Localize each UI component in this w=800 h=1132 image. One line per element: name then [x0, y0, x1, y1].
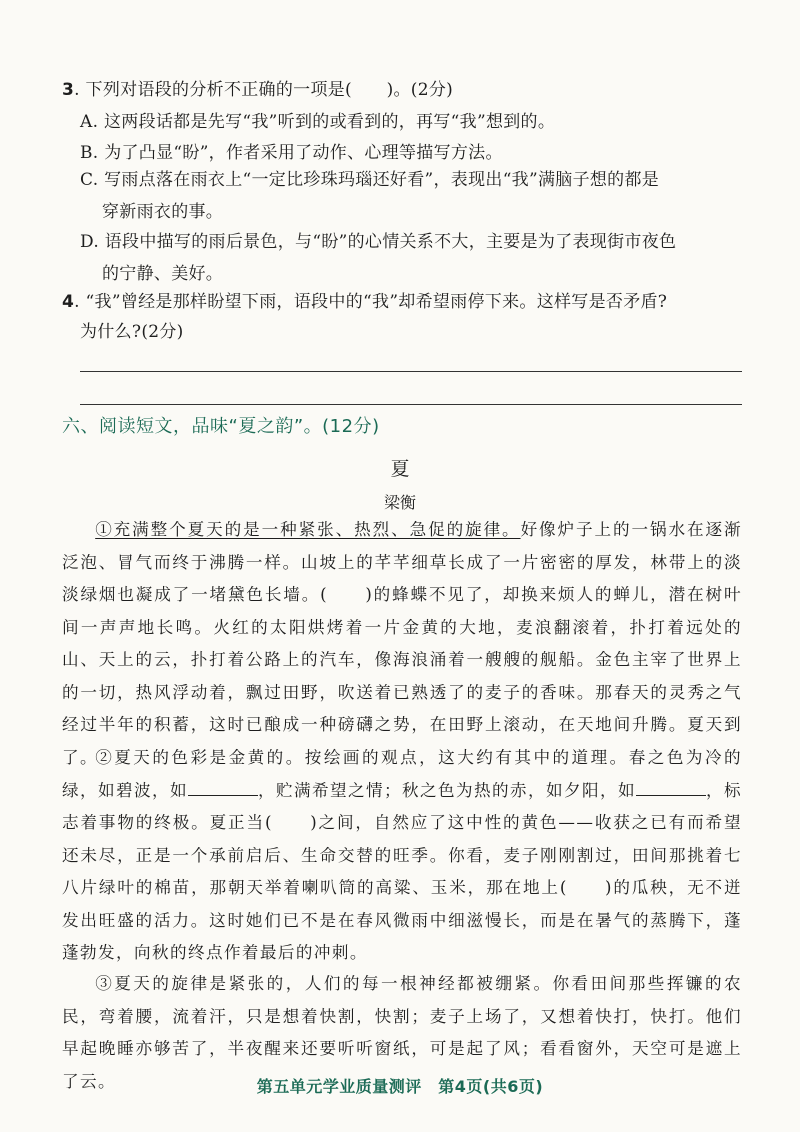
option-c-continuation: 穿新雨衣的事。 — [102, 202, 224, 222]
paragraph-2-part-c: ，标志着事物的终极。夏正当( )之间，自然应了这中性的黄色——收获之已有而希望还未尽，正是一个承前启后、生命交替的旺季。你看，麦子刚刚割过，田间那挑着七八片绿叶的棉苗，那朝天举着喇叭筒的高粱、玉米，那在地上( )的瓜秧，无不迸发出旺盛的活力。这时她们已不是在春风微雨中细滋慢长，而是在暑气的蒸腾下，蓬蓬勃发，向秋的终点作着最后的冲刺。 — [62, 780, 742, 962]
option-c-text: C. 写雨点落在雨衣上“一定比珍珠玛瑙还好看”，表现出“我”满脑子想的都是 — [80, 170, 660, 190]
question-4-number: 4 — [62, 292, 75, 312]
paragraph-2-part-a: ②夏天的色彩是金黄的。按绘画的观点，这大约有其中的道理。春之色为冷的绿，如碧波，如 — [62, 748, 742, 800]
paragraph-2-part-b: ，贮满希望之情；秋之色为热的赤，如夕阳，如 — [258, 780, 636, 800]
section-title: 六、阅读短文，品味“夏之韵”。(12分) — [62, 416, 380, 437]
blank-2[interactable] — [636, 777, 706, 796]
option-d-text: D. 语段中描写的雨后景色，与“盼”的心情关系不大，主要是为了表现街市夜色 — [80, 232, 677, 252]
paragraph-1-underlined: ①充满整个夏天的是一种紧张、热烈、急促的旋律。 — [95, 520, 521, 539]
answer-line-2[interactable] — [80, 404, 742, 405]
option-d-continuation: 的宁静、美好。 — [102, 264, 224, 284]
question-4-line1: . “我”曾经是那样盼望下雨，语段中的“我”却希望雨停下来。这样写是否矛盾? — [74, 292, 668, 312]
essay-author: 梁衡 — [383, 493, 416, 512]
blank-1[interactable] — [188, 777, 258, 796]
option-a-text: A. 这两段话都是先写“我”听到的或看到的，再写“我”想到的。 — [80, 112, 556, 132]
question-3 — [62, 76, 762, 104]
paragraph-2 — [62, 742, 742, 970]
question-3-text: . 下列对语段的分析不正确的一项是( )。(2分) — [74, 80, 454, 100]
answer-line-1[interactable] — [80, 371, 742, 372]
question-4-line2: 为什么?(2分) — [80, 322, 184, 342]
page-footer: 第五单元学业质量测评 第4页(共6页) — [256, 1077, 544, 1096]
option-c — [80, 164, 760, 228]
paragraph-1-rest: 好像炉子上的一锅水在逐渐泛泡、冒气而终于沸腾一样。山坡上的芊芊细草长成了一片密密的厚发，林带上的淡淡绿烟也凝成了一堵黛色长墙。( )的蜂蝶不见了，却换来烦人的蝉儿，潜在树叶间一声声地长鸣。火红的太阳烘烤着一片金黄的大地，麦浪翻滚着，扑打着远处的山、天上的云，扑打着公路上的汽车，像海浪涌着一艘艘的舰船。金色主宰了世界上的一切，热风浮动着，飘过田野，吹送着已熟透了的麦子的香味。那春天的灵秀之气经过半年的积蓄，这时已酿成一种磅礴之势，在田野上滚动，在天地间升腾。夏天到了。 — [62, 520, 742, 767]
essay-title: 夏 — [390, 458, 410, 480]
question-3-number: 3 — [62, 80, 75, 100]
option-b-text: B. 为了凸显“盼”，作者采用了动作、心理等描写方法。 — [80, 143, 503, 163]
option-d — [80, 226, 760, 290]
question-4 — [62, 288, 762, 316]
paragraph-1 — [62, 514, 742, 774]
option-a — [80, 106, 760, 138]
paragraph-3: ③夏天的旋律是紧张的，人们的每一根神经都被绷紧。你看田间那些挥镰的农民，弯着腰，流着汗，只是想着快割，快割；麦子上场了，又想着快打，快打。他们早起晚睡亦够苦了，半夜醒来还要听听窗纸，可是起了风；看看窗外，天空可是遮上了云。 — [62, 974, 742, 1091]
